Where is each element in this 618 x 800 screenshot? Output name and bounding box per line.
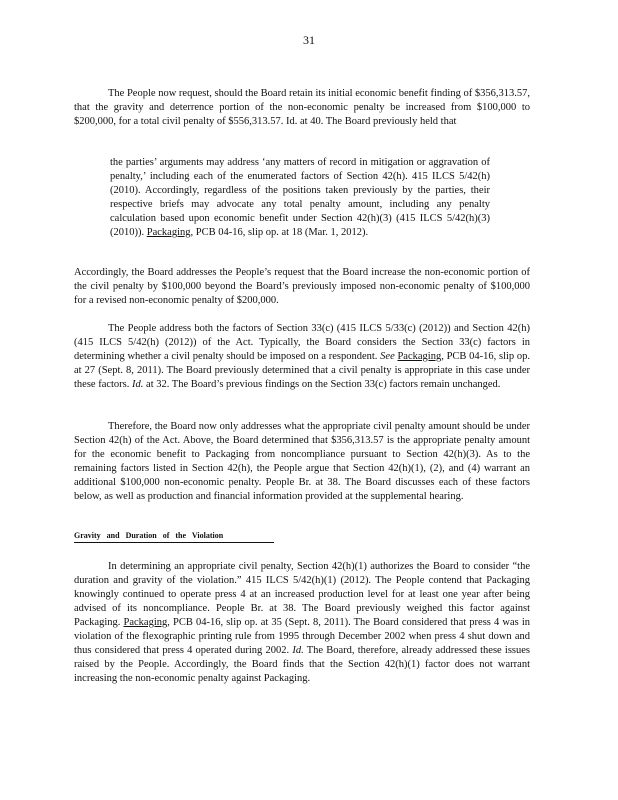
paragraph-text: , PCB 04-16, slip op. at 35 (Sept. 8, 2011). The Board considered that press 4 was in violation of the flexographic printing rule from 1995 through December 2002 when press 4 shut down and thus considered that press 4 operated during 2002. <box>74 617 530 656</box>
case-citation: Packaging <box>123 617 168 628</box>
case-citation: Packaging <box>146 227 191 238</box>
block-quote <box>110 156 490 240</box>
section-heading <box>74 530 274 543</box>
heading-word: the <box>175 531 187 540</box>
paragraph-section-factors <box>74 322 530 392</box>
quote-text: the parties’ arguments may address ‘any matters of record in mitigation or aggravation of penalty,’ including each of the enumerated factors of Section 42(h). 415 ILCS 5/42(h) (2010). Accordingly, regardless of the positions taken previously by the parties, their respective briefs may advocate any total penalty amount, including any penalty calculation based upon economic benefit under Section 42(h)(3) (415 ILCS 5/42(h)(3) (2010)). <box>110 157 490 238</box>
heading-word: Duration <box>125 531 157 540</box>
paragraph-text: Accordingly, the Board addresses the People’s request that the Board increase the non-economic portion of the civil penalty by $100,000 beyond the Board’s previously imposed non-economic penalty of $100,000 for a revised non-economic penalty of $200,000. <box>74 267 530 306</box>
heading-word: of <box>162 531 170 540</box>
heading-word: Gravity <box>74 531 101 540</box>
paragraph-text: Therefore, the Board now only addresses what the appropriate civil penalty amount should be under Section 42(h) of the Act. Above, the Board determined that $356,313.57 is the appropriate penalty amount for the economic benefit to Packaging from noncompliance pursuant to Section 42(h)(3). As to the remaining factors listed in Section 42(h), the People argue that Section 42(h)(1), (2), and (4) warrant an additional $100,000 non-economic penalty. People Br. at 38. The Board discusses each of these factors below, as well as production and financial information provided at the supplemental hearing. <box>74 421 530 502</box>
paragraph-text: The Board, therefore, already addressed these issues raised by the People. Accordingly, the Board finds that the Section 42(h)(1) factor does not warrant increasing the non-economic penalty against Packaging. <box>74 645 531 684</box>
page-number: 31 <box>303 33 315 47</box>
heading-word: Violation <box>191 531 224 540</box>
paragraph-gravity-duration <box>74 560 530 686</box>
paragraph-accordingly <box>74 266 530 308</box>
paragraph-text: The People address both the factors of Section 33(c) (415 ILCS 5/33(c) (2012)) and Section 42(h) (415 ILCS 5/42(h) (2012)) of the Act. Typically, the Board considers the Section 33(c) factors in determining whether a civil penalty should be imposed on a respondent. <box>74 323 530 362</box>
heading-word: and <box>106 531 120 540</box>
paragraph-therefore <box>74 420 530 504</box>
paragraph-people-request <box>74 87 530 129</box>
paragraph-text: at 32. The Board’s previous findings on the Section 33(c) factors remain unchanged. <box>146 379 501 390</box>
case-citation: Packaging <box>397 351 442 362</box>
paragraph-text: In determining an appropriate civil penalty, Section 42(h)(1) authorizes the Board to consider “the duration and gravity of the violation.” 415 ILCS 5/42(h)(1) (2012). The People contend that Packaging knowingly continued to operate press 4 at an increased production level for at least one year after being advised of its noncompliance. People Br. at 38. The Board previously weighed this factor against Packaging. <box>74 561 530 628</box>
id-citation: Id. <box>292 645 304 656</box>
paragraph-text: The People now request, should the Board retain its initial economic benefit finding of $356,313.57, that the gravity and deterrence portion of the non-economic penalty be increased from $100,000 to $200,000, for a total civil penalty of $556,313.57. Id. at 40. The Board previously held that <box>74 88 530 127</box>
paragraph-text: , PCB 04-16, slip op. at 27 (Sept. 8, 2011). The Board previously determined that a civil penalty is appropriate in this case under these factors. <box>74 351 531 390</box>
id-citation: Id. <box>132 379 144 390</box>
quote-citation-text: , PCB 04-16, slip op. at 18 (Mar. 1, 2012). <box>190 227 369 238</box>
signal-see: See <box>380 351 395 362</box>
